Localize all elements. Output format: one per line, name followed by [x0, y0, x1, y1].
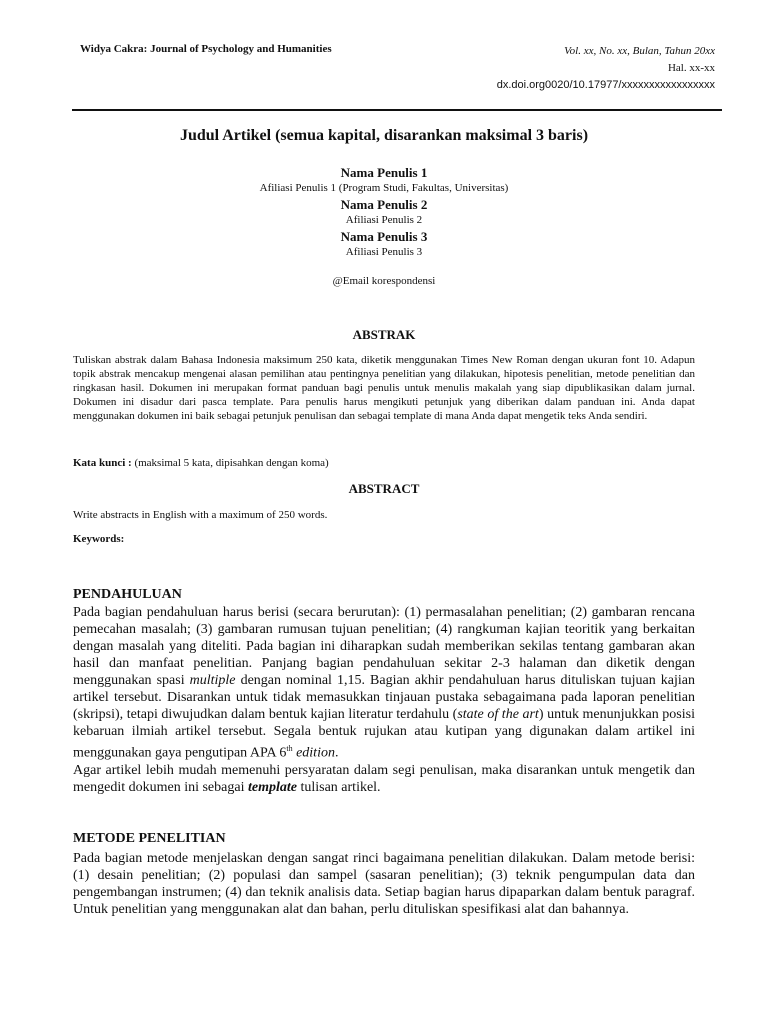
journal-meta — [497, 43, 715, 94]
author-affiliation: Afiliasi Penulis 1 (Program Studi, Fakultas, Universitas) — [259, 182, 509, 194]
keywords-label: Kata kunci : — [73, 457, 132, 469]
author-name: Nama Penulis 1 — [340, 165, 428, 180]
article-title: Judul Artikel (semua kapital, disarankan maksimal 3 baris) — [179, 127, 589, 144]
italic-term: edition — [292, 745, 335, 761]
metode-body: Pada bagian metode menjelaskan dengan sangat rinci bagaimana penelitian dilakukan. Dalam metode berisi: (1) desain penelitian; (2) populasi dan sampel (sasaran penelitian); (3) teknik pengumpulan data dan pengembangan instrumen; (4) dan teknik analisis data. Setiap bagian harus dipaparkan dalam bentuk paragraf. Untuk penelitian yang menggunakan alat dan bahan, perlu dituliskan spesifikasi alat dan bahannya. — [73, 851, 695, 917]
correspondence-email[interactable]: @Email korespondensi — [332, 275, 436, 287]
pendahuluan-paragraph-2 — [73, 762, 695, 796]
abstract-heading: ABSTRACT — [348, 481, 420, 496]
pendahuluan-paragraph-1 — [73, 604, 695, 762]
superscript: th — [286, 744, 293, 753]
paragraph-text: Pada bagian pendahuluan harus berisi (secara berurutan): (1) permasalahan penelitian; (2) gambaran rencana pemecahan masalah; (3) gambaran rumusan tujuan penelitian; (4) rangkuman kajian teoritik yang berkaitan dengan masalah yang diteliti. Pada bagian ini diharapkan sudah memberikan sekilas tentang gambaran akan hasil dan manfaat penelitian. Panjang bagian pendahuluan sekitar 2-3 halaman dan diketik dengan menggunakan spasi — [73, 605, 695, 688]
italic-term: multiple — [189, 673, 236, 688]
keywords-text: (maksimal 5 kata, dipisahkan dengan koma) — [131, 457, 329, 469]
author-list — [0, 165, 768, 261]
pendahuluan-body — [73, 604, 695, 796]
paragraph-text: tulisan artikel. — [296, 779, 381, 795]
abstrak-text: Tuliskan abstrak dalam Bahasa Indonesia maksimum 250 kata, diketik menggunakan Times New Roman dengan ukuran font 10. Adapun topik abstrak mencakup mengenai alasan pemilihan atau pentingnya penelitian yang dilakukan, hipotesis penelitian, metode penelitian dan ringkasan hasil. Dokumen ini merupakan format panduan bagi penulis untuk menulis makalah yang siap dipublikasikan dalam jurnal. Dokumen ini disadur dari pasca template. Para penulis harus mengikuti petunjuk yang diberikan dalam panduan ini. Anda dapat menggunakan dokumen ini baik sebagai petunjuk penulisan dan sebagai template di mana Anda dapat mengetik teks Anda sendiri. — [73, 354, 695, 422]
author-name: Nama Penulis 3 — [340, 229, 428, 244]
doi-link[interactable]: dx.doi.org0020/10.17977/xxxxxxxxxxxxxxxxx — [496, 79, 715, 91]
paragraph-text: ) untuk menunjukkan posisi kebaruan ilmiah artikel tersebut. Segala bentuk rujukan atau kutipan yang digunakan dalam artikel ini menggunakan gaya pengutipan APA 6 — [73, 707, 695, 761]
header-divider — [72, 109, 722, 111]
bold-italic-term: template — [247, 779, 297, 795]
italic-term: state of the art — [457, 707, 539, 722]
author-name: Nama Penulis 2 — [340, 197, 428, 212]
metode-heading: METODE PENELITIAN — [73, 831, 226, 846]
abstract-keywords-label: Keywords: — [73, 533, 125, 545]
page-range: Hal. xx-xx — [667, 62, 715, 74]
paragraph-text: dengan nominal 1,15. Bagian akhir pendahuluan harus dituliskan tujuan kajian artikel tersebut. Disarankan untuk tidak memasukkan tinjauan pustaka sebagaimana pada laporan penelitian (skripsi), tetapi diwujudkan dalam bentuk kajian literatur terdahulu ( — [73, 673, 695, 722]
abstrak-keywords — [73, 457, 329, 469]
paragraph-text: Agar artikel lebih mudah memenuhi persyaratan dalam segi penulisan, maka disarankan untuk mengetik dan mengedit dokumen ini sebagai — [73, 762, 695, 795]
abstrak-heading: ABSTRAK — [352, 327, 416, 342]
paragraph-text: . — [334, 745, 339, 761]
journal-name: Widya Cakra: Journal of Psychology and Humanities — [80, 43, 332, 55]
author-affiliation: Afiliasi Penulis 3 — [345, 246, 423, 258]
abstract-text: Write abstracts in English with a maximum of 250 words. — [73, 509, 328, 521]
volume-info: Vol. xx, No. xx, Bulan, Tahun 20xx — [564, 45, 715, 57]
author-affiliation: Afiliasi Penulis 2 — [345, 214, 423, 226]
pendahuluan-heading: PENDAHULUAN — [73, 587, 182, 602]
